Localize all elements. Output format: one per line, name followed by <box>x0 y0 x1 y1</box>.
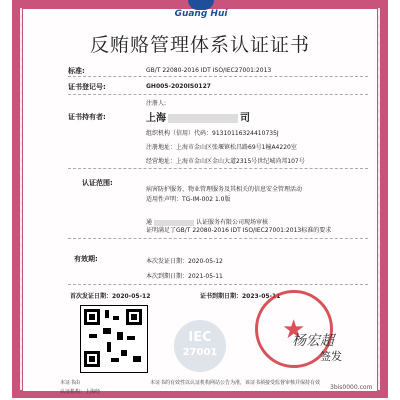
registrant-label: 注册人: <box>146 100 167 107</box>
cert-expiry-date: 证书到期日期：2023-05-11 <box>200 293 281 300</box>
qr-code-icon <box>80 305 148 373</box>
signature: 杨宏超 <box>292 333 334 349</box>
org-code: 组织机构（信用）代码：91310116324410735J <box>146 130 279 137</box>
holder-name-suffix: 司 <box>240 113 250 124</box>
footnote-validity: 本证书的有效性以认证机构网站公告为准，该证书须接受监督审核并保持有效 <box>150 380 321 386</box>
holder-name-prefix: 上海 <box>146 113 166 124</box>
validity-label: 有效期: <box>74 255 98 263</box>
registered-address: 注册地址：上海市金山区张堰镇松昌路69号1幢A4220室 <box>146 144 297 151</box>
applicability-statement: 适用性声明：TG-IM-002 1.0版 <box>146 196 231 203</box>
business-address: 经营地址：上海市金山区金山大道2315号世纪城尚邦107号 <box>146 158 305 165</box>
iec-label: IEC <box>188 330 212 345</box>
scope-label: 认证范围: <box>82 179 113 187</box>
seal-star-icon: ★ <box>282 315 306 345</box>
divider <box>68 284 368 285</box>
certificate-title: 反贿赂管理体系认证证书 <box>89 34 310 56</box>
issue-label: 签发 <box>320 350 342 363</box>
divider <box>68 168 368 169</box>
valid-to: 本次到期日期：2021-05-11 <box>146 273 223 280</box>
standard-label: 标准: <box>68 67 85 75</box>
iec-27001-badge <box>174 320 226 372</box>
divider <box>68 76 368 77</box>
holder-label: 证书持有者: <box>68 113 106 121</box>
standard-value: GB/T 22080-2016 IDT ISO/IEC27001:2013 <box>146 67 272 74</box>
iec-number: 27001 <box>182 347 218 358</box>
logo-text: Guang Hui <box>174 9 228 19</box>
valid-from: 本次发证日期：2020-05-12 <box>146 258 223 265</box>
audit-line-text: 认证服务有限公司现场审核 <box>196 219 269 226</box>
cert-number-label: 证书登记号: <box>68 83 106 91</box>
guanghui-logo <box>170 0 232 24</box>
audit-line-prefix: 通 <box>146 219 153 226</box>
footnote-issuer: 本证书由 <box>60 380 81 386</box>
website-text: 3bis0000.com <box>330 384 373 391</box>
redacted-block <box>168 114 238 123</box>
conformity-statement: 证明满足了GB/T 22080-2016 IDT ISO/IEC27001:2013标准的要求 <box>146 227 332 234</box>
divider <box>68 94 368 95</box>
footnote-body: 认证机构：上海经 <box>60 389 101 395</box>
holder-name <box>146 109 250 124</box>
first-issue-date: 首次发证日期：2020-05-12 <box>70 293 151 300</box>
cert-number-value: GH005-2020IS0127 <box>146 83 211 90</box>
divider <box>68 238 368 239</box>
scope-text: 病害防护服务、物业管理服务及其相关的信息安全管理活动 <box>146 186 303 193</box>
